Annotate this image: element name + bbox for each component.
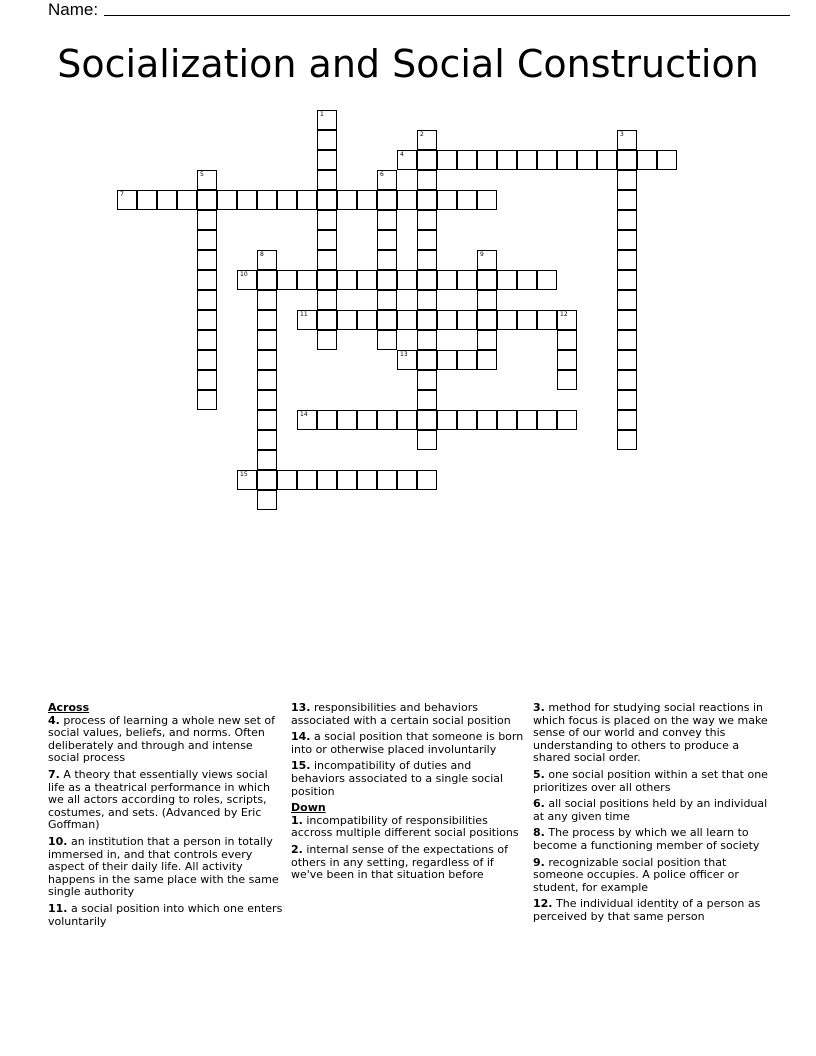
- grid-cell[interactable]: [317, 170, 337, 190]
- grid-cell[interactable]: [377, 270, 397, 290]
- grid-cell[interactable]: [377, 290, 397, 310]
- grid-cell[interactable]: [477, 150, 497, 170]
- grid-cell[interactable]: [477, 290, 497, 310]
- grid-cell[interactable]: [617, 190, 637, 210]
- grid-cell[interactable]: [417, 130, 437, 150]
- grid-cell[interactable]: [257, 490, 277, 510]
- grid-cell[interactable]: [397, 410, 417, 430]
- grid-cell[interactable]: [657, 150, 677, 170]
- grid-cell[interactable]: [357, 310, 377, 330]
- clue-number: 7: [120, 191, 124, 198]
- grid-cell[interactable]: [477, 190, 497, 210]
- grid-cell[interactable]: [197, 190, 217, 210]
- clue-across-13: 13. responsibilities and behaviors associated with a certain social position: [291, 701, 511, 727]
- grid-cell[interactable]: [517, 310, 537, 330]
- clue-down-6: 6. all social positions held by an individual at any given time: [533, 797, 768, 823]
- grid-cell[interactable]: [317, 130, 337, 150]
- grid-cell[interactable]: [457, 190, 477, 210]
- grid-cell[interactable]: [417, 350, 437, 370]
- grid-cell[interactable]: [317, 310, 337, 330]
- grid-cell[interactable]: [377, 410, 397, 430]
- grid-cell[interactable]: [417, 370, 437, 390]
- grid-cell[interactable]: [297, 190, 317, 210]
- clue-across-7: 7. A theory that essentially views social life as a theatrical performance in which we all actors according to roles, scripts, costumes, and sets. (Advanced by Eric Goffman): [48, 767, 270, 832]
- clue-number: 9: [480, 251, 484, 258]
- grid-cell[interactable]: [197, 270, 217, 290]
- grid-cell[interactable]: [317, 230, 337, 250]
- page-title: Socialization and Social Construction: [57, 42, 759, 86]
- grid-cell[interactable]: [437, 190, 457, 210]
- grid-cell[interactable]: [277, 190, 297, 210]
- grid-cell[interactable]: [317, 150, 337, 170]
- grid-cell[interactable]: [517, 270, 537, 290]
- grid-cell[interactable]: [617, 230, 637, 250]
- clue-number: 11: [300, 311, 308, 318]
- clues-column-3: [533, 702, 773, 928]
- clue-number: 8: [260, 251, 264, 258]
- grid-cell[interactable]: [257, 430, 277, 450]
- grid-cell[interactable]: [417, 270, 437, 290]
- grid-cell[interactable]: [297, 410, 317, 430]
- grid-cell[interactable]: [317, 470, 337, 490]
- grid-cell[interactable]: [597, 150, 617, 170]
- grid-cell[interactable]: [617, 170, 637, 190]
- grid-cell[interactable]: [197, 330, 217, 350]
- grid-cell[interactable]: [517, 410, 537, 430]
- grid-cell[interactable]: [417, 170, 437, 190]
- grid-cell[interactable]: [497, 410, 517, 430]
- grid-cell[interactable]: [557, 370, 577, 390]
- across-heading: Across: [48, 701, 90, 714]
- grid-cell[interactable]: [117, 190, 137, 210]
- grid-cell[interactable]: [437, 150, 457, 170]
- grid-cell[interactable]: [197, 230, 217, 250]
- grid-cell[interactable]: [357, 470, 377, 490]
- grid-cell[interactable]: [197, 310, 217, 330]
- grid-cell[interactable]: [357, 190, 377, 210]
- grid-cell[interactable]: [417, 410, 437, 430]
- clue-number: 1: [320, 111, 324, 118]
- grid-cell[interactable]: [417, 250, 437, 270]
- grid-cell[interactable]: [497, 150, 517, 170]
- grid-cell[interactable]: [257, 450, 277, 470]
- grid-cell[interactable]: [317, 290, 337, 310]
- grid-cell[interactable]: [317, 210, 337, 230]
- grid-cell[interactable]: [257, 310, 277, 330]
- grid-cell[interactable]: [317, 330, 337, 350]
- clue-across-10: 10. an institution that a person in totally immersed in, and that controls every aspect of their daily life. All activity happens in the same place with the same single authority: [48, 834, 279, 899]
- grid-cell[interactable]: [337, 410, 357, 430]
- grid-cell[interactable]: [377, 310, 397, 330]
- grid-cell[interactable]: [197, 370, 217, 390]
- clue-number: 2: [420, 131, 424, 138]
- grid-cell[interactable]: [537, 310, 557, 330]
- grid-cell[interactable]: [617, 410, 637, 430]
- grid-cell[interactable]: [617, 210, 637, 230]
- clue-number: 12: [560, 311, 568, 318]
- clue-down-5: 5. one social position within a set that one prioritizes over all others: [533, 767, 768, 794]
- grid-cell[interactable]: [497, 270, 517, 290]
- clue-number: 5: [200, 171, 204, 178]
- grid-cell[interactable]: [377, 470, 397, 490]
- grid-cell[interactable]: [417, 330, 437, 350]
- clue-across-14: 14. a social position that someone is born into or otherwise placed involuntarily: [291, 730, 524, 756]
- grid-cell[interactable]: [397, 270, 417, 290]
- grid-cell[interactable]: [297, 470, 317, 490]
- grid-cell[interactable]: [237, 470, 257, 490]
- grid-cell[interactable]: [477, 410, 497, 430]
- clue-number: 3: [620, 131, 624, 138]
- clue-down-9: 9. recognizable social position that someone occupies. A police officer or student, for example: [533, 855, 739, 894]
- grid-cell[interactable]: [437, 310, 457, 330]
- grid-cell[interactable]: [357, 410, 377, 430]
- grid-cell[interactable]: [377, 190, 397, 210]
- grid-cell[interactable]: [217, 190, 237, 210]
- grid-cell[interactable]: [337, 470, 357, 490]
- grid-cell[interactable]: [257, 410, 277, 430]
- clue-number: 13: [400, 351, 408, 358]
- grid-cell[interactable]: [197, 250, 217, 270]
- grid-cell[interactable]: [317, 270, 337, 290]
- grid-cell[interactable]: [617, 430, 637, 450]
- grid-cell[interactable]: [577, 150, 597, 170]
- grid-cell[interactable]: [257, 350, 277, 370]
- grid-cell[interactable]: [317, 250, 337, 270]
- grid-cell[interactable]: [477, 310, 497, 330]
- grid-cell[interactable]: [517, 150, 537, 170]
- grid-cell[interactable]: [197, 170, 217, 190]
- grid-cell[interactable]: [537, 150, 557, 170]
- grid-cell[interactable]: [637, 150, 657, 170]
- grid-cell[interactable]: [317, 110, 337, 130]
- clue-number: 10: [240, 271, 248, 278]
- grid-cell[interactable]: [437, 410, 457, 430]
- grid-cell[interactable]: [457, 310, 477, 330]
- grid-cell[interactable]: [457, 410, 477, 430]
- clue-down-2: 2. internal sense of the expectations of others in any setting, regardless of if we've been in that situation before: [291, 842, 508, 882]
- grid-cell[interactable]: [317, 410, 337, 430]
- grid-cell[interactable]: [617, 130, 637, 150]
- grid-cell[interactable]: [397, 150, 417, 170]
- clue-across-15: 15. incompatibility of duties and behaviors associated to a single social position: [291, 759, 504, 798]
- grid-cell[interactable]: [437, 270, 457, 290]
- grid-cell[interactable]: [557, 410, 577, 430]
- down-heading: Down: [291, 801, 326, 815]
- grid-cell[interactable]: [257, 330, 277, 350]
- grid-cell[interactable]: [377, 170, 397, 190]
- grid-cell[interactable]: [197, 390, 217, 410]
- grid-cell[interactable]: [617, 290, 637, 310]
- name-label: Name:: [48, 0, 99, 19]
- clues-column-2: [291, 702, 527, 886]
- grid-cell[interactable]: [417, 150, 437, 170]
- grid-cell[interactable]: [477, 350, 497, 370]
- grid-cell[interactable]: [457, 150, 477, 170]
- grid-cell[interactable]: [337, 270, 357, 290]
- clue-number: 14: [300, 411, 308, 418]
- grid-cell[interactable]: [277, 270, 297, 290]
- grid-cell[interactable]: [457, 350, 477, 370]
- grid-cell[interactable]: [397, 350, 417, 370]
- grid-cell[interactable]: [257, 250, 277, 270]
- grid-cell[interactable]: [617, 370, 637, 390]
- grid-cell[interactable]: [337, 190, 357, 210]
- grid-cell[interactable]: [137, 190, 157, 210]
- clue-number: 4: [400, 151, 404, 158]
- grid-cell[interactable]: [297, 310, 317, 330]
- clue-down-8: 8. The process by which we all learn to become a functioning member of society: [533, 826, 760, 852]
- grid-cell[interactable]: [417, 290, 437, 310]
- grid-cell[interactable]: [397, 310, 417, 330]
- grid-cell[interactable]: [157, 190, 177, 210]
- clue-number: 6: [380, 171, 384, 178]
- grid-cell[interactable]: [277, 470, 297, 490]
- grid-cell[interactable]: [617, 150, 637, 170]
- clue-across-11: 11. a social position into which one enters voluntarily: [48, 901, 283, 928]
- grid-cell[interactable]: [257, 470, 277, 490]
- grid-cell[interactable]: [397, 190, 417, 210]
- grid-cell[interactable]: [477, 330, 497, 350]
- grid-cell[interactable]: [537, 270, 557, 290]
- grid-cell[interactable]: [557, 310, 577, 330]
- grid-cell[interactable]: [337, 310, 357, 330]
- grid-cell[interactable]: [417, 230, 437, 250]
- grid-cell[interactable]: [417, 210, 437, 230]
- clue-down-3: 3. method for studying social reactions in which focus is placed on the way we make sense of our world and convey this understanding to others to produce a shared social order.: [533, 701, 768, 765]
- grid-cell[interactable]: [437, 350, 457, 370]
- grid-cell[interactable]: [477, 270, 497, 290]
- grid-cell[interactable]: [417, 190, 437, 210]
- grid-cell[interactable]: [477, 250, 497, 270]
- grid-cell[interactable]: [357, 270, 377, 290]
- clue-number: 15: [240, 471, 248, 478]
- grid-cell[interactable]: [417, 390, 437, 410]
- grid-cell[interactable]: [197, 290, 217, 310]
- grid-cell[interactable]: [557, 330, 577, 350]
- clue-across-4: 4. process of learning a whole new set of social values, beliefs, and norms. Often deliberately and through and intense social process: [48, 713, 275, 765]
- grid-cell[interactable]: [237, 270, 257, 290]
- grid-cell[interactable]: [457, 270, 477, 290]
- grid-cell[interactable]: [377, 230, 397, 250]
- grid-cell[interactable]: [257, 390, 277, 410]
- clue-down-12: 12. The individual identity of a person as perceived by that same person: [533, 897, 761, 923]
- grid-cell[interactable]: [397, 470, 417, 490]
- grid-cell[interactable]: [557, 350, 577, 370]
- grid-cell[interactable]: [617, 310, 637, 330]
- grid-cell[interactable]: [617, 250, 637, 270]
- grid-cell[interactable]: [237, 190, 257, 210]
- grid-cell[interactable]: [617, 350, 637, 370]
- grid-cell[interactable]: [617, 330, 637, 350]
- grid-cell[interactable]: [177, 190, 197, 210]
- grid-cell[interactable]: [197, 350, 217, 370]
- grid-cell[interactable]: [257, 290, 277, 310]
- grid-cell[interactable]: [537, 410, 557, 430]
- grid-cell[interactable]: [317, 190, 337, 210]
- grid-cell[interactable]: [297, 270, 317, 290]
- grid-cell[interactable]: [617, 270, 637, 290]
- clues-column-1: [48, 702, 284, 932]
- grid-cell[interactable]: [377, 250, 397, 270]
- grid-cell[interactable]: [377, 330, 397, 350]
- grid-cell[interactable]: [417, 310, 437, 330]
- grid-cell[interactable]: [417, 470, 437, 490]
- grid-cell[interactable]: [617, 390, 637, 410]
- grid-cell[interactable]: [557, 150, 577, 170]
- grid-cell[interactable]: [377, 210, 397, 230]
- grid-cell[interactable]: [417, 430, 437, 450]
- grid-cell[interactable]: [257, 370, 277, 390]
- grid-cell[interactable]: [197, 210, 217, 230]
- grid-cell[interactable]: [257, 190, 277, 210]
- grid-cell[interactable]: [257, 270, 277, 290]
- clue-down-1: 1. incompatibility of responsibilities accross multiple different social positions: [291, 813, 519, 840]
- grid-cell[interactable]: [497, 310, 517, 330]
